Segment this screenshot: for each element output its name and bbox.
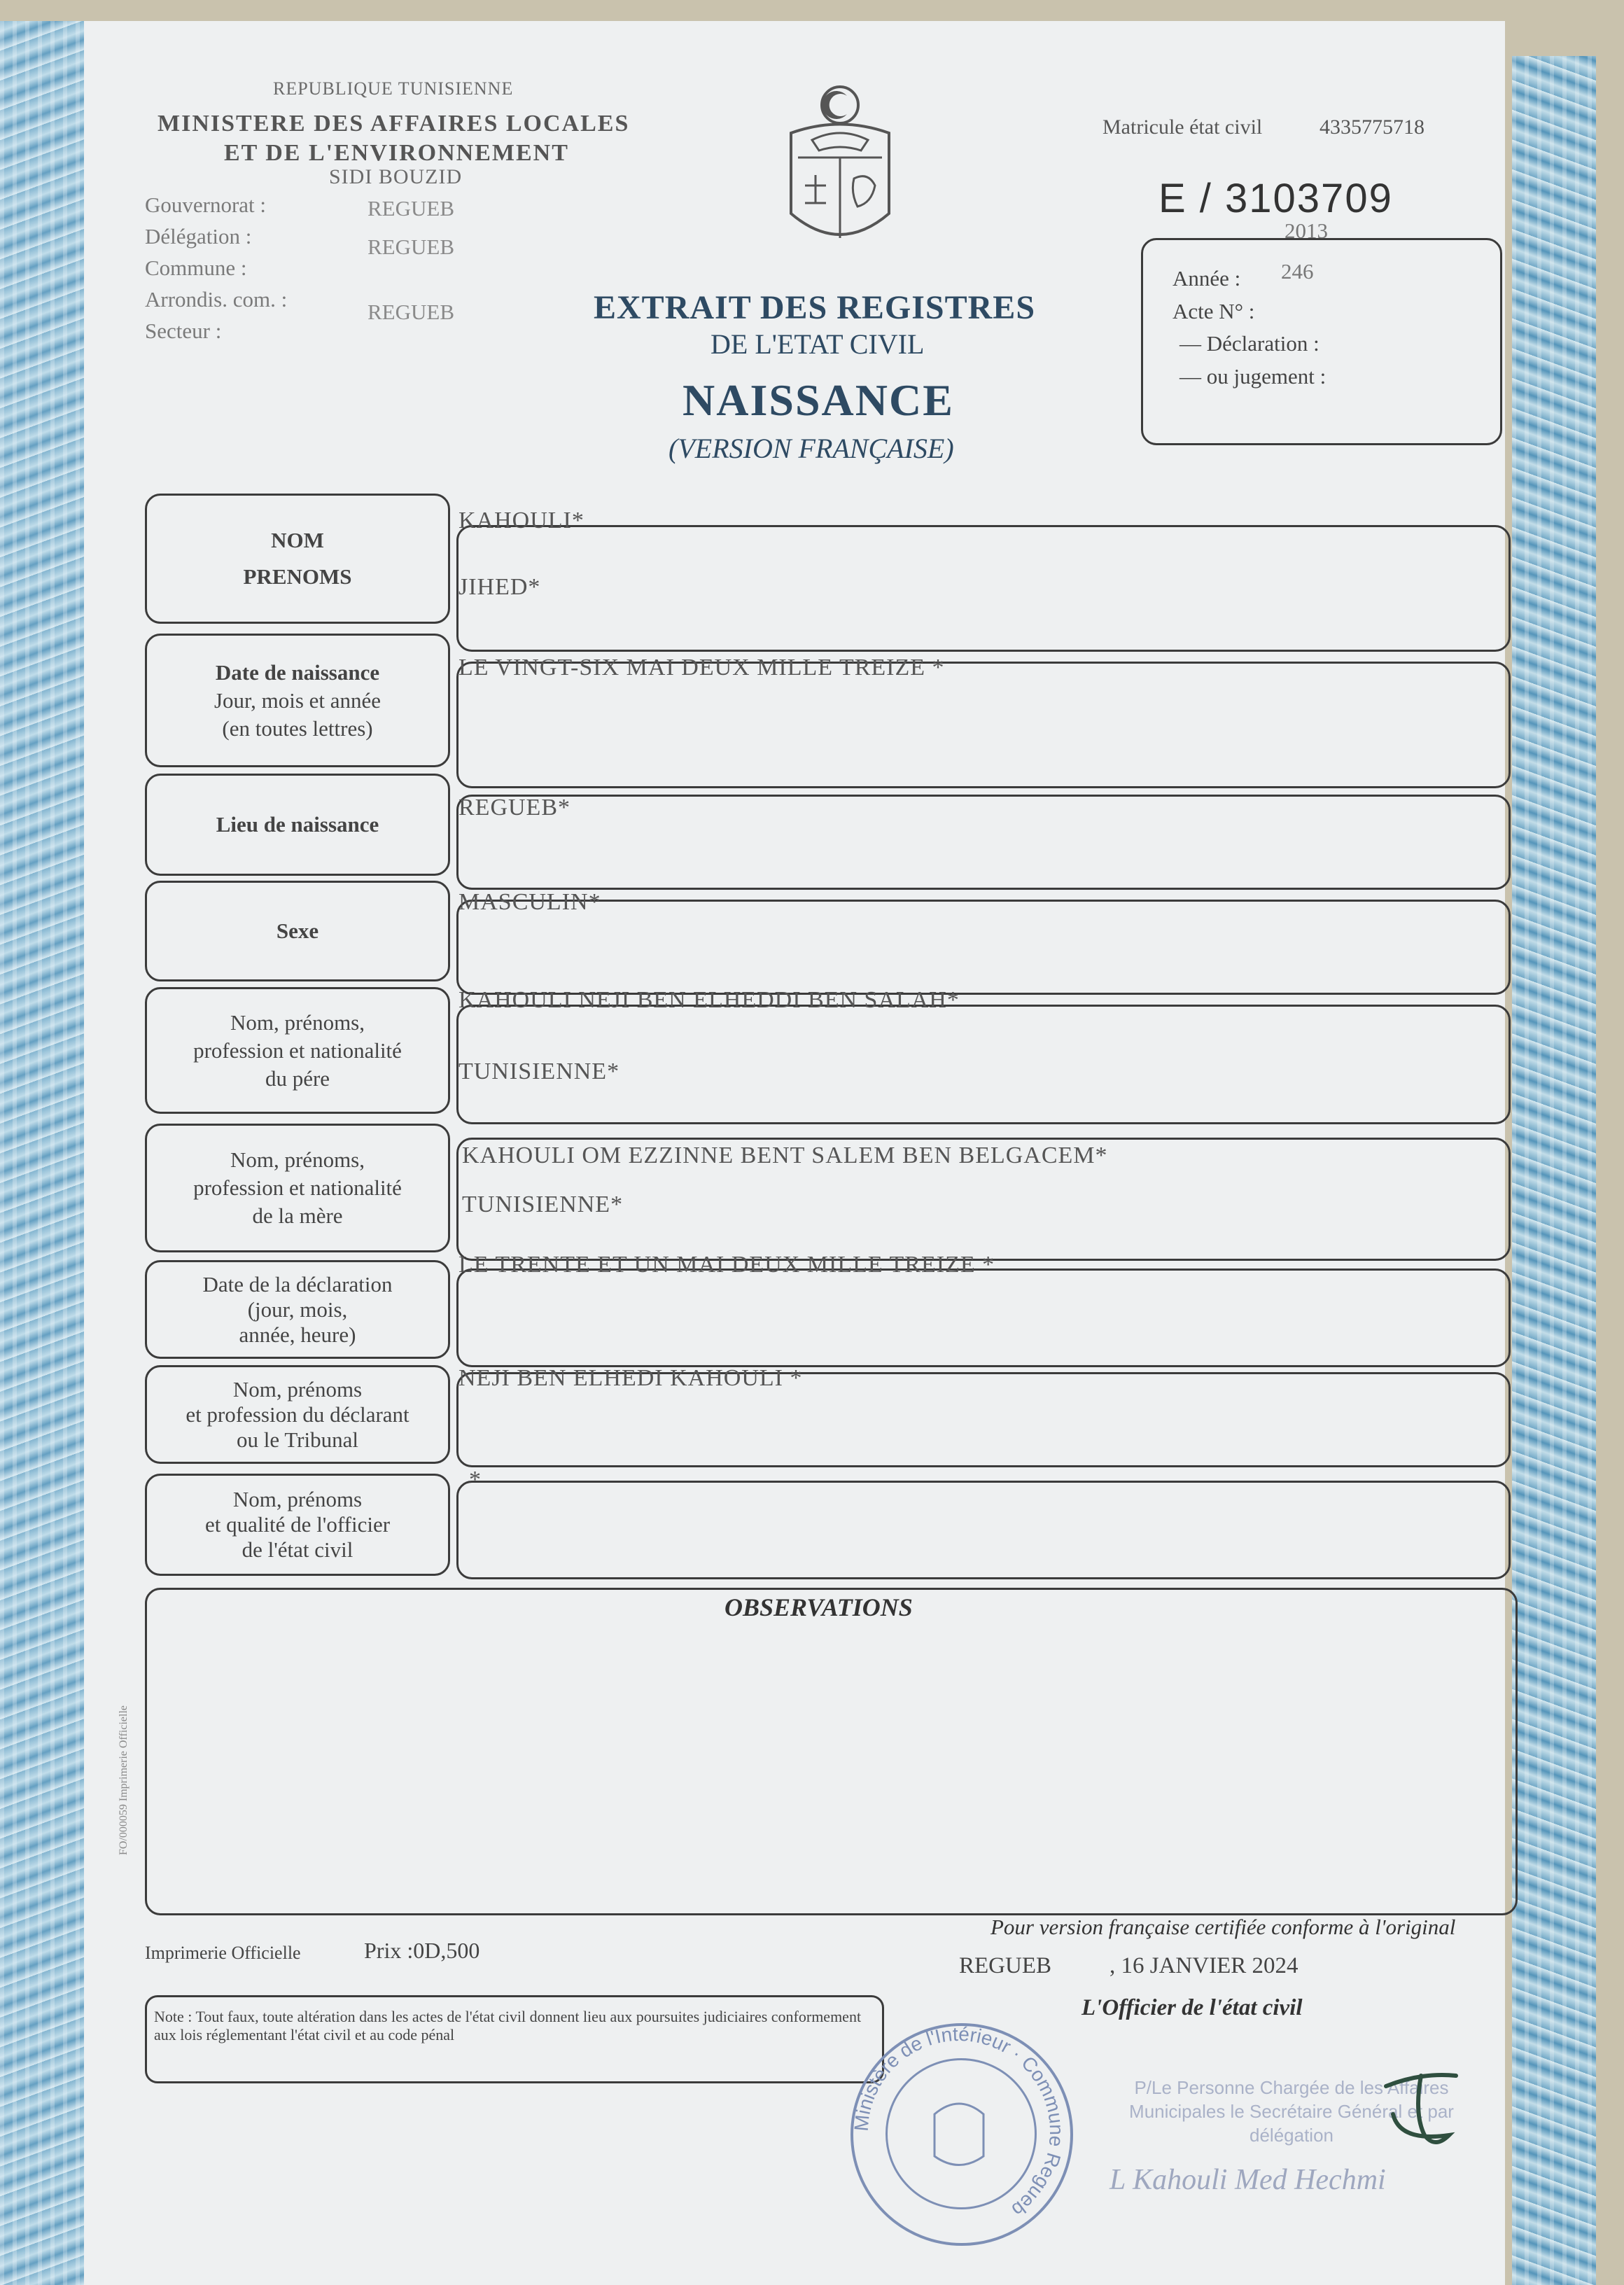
matricule-value: 4335775718 bbox=[1320, 116, 1424, 139]
secteur-label: Secteur : bbox=[145, 319, 222, 343]
delegation-label: Délégation : bbox=[145, 224, 252, 249]
date-naissance-label: Date de naissance Jour, mois et année (en toutes lettres) bbox=[214, 659, 382, 741]
sexe-label: Sexe bbox=[276, 918, 319, 943]
mere-label: Nom, prénoms, profession et nationalité de la mère bbox=[193, 1147, 402, 1228]
mere-nationalite-value: TUNISIENNE* bbox=[462, 1192, 624, 1217]
annee-label: Année : bbox=[1172, 266, 1241, 291]
side-print-text: FO/000059 Imprimerie Officielle bbox=[118, 1705, 130, 1855]
declarant-label: Nom, prénoms et profession du déclarant ou le Tribunal bbox=[186, 1376, 410, 1452]
svg-text:Ministère de l'Intérieur · Com: Ministère de l'Intérieur · Commune Regueb bbox=[850, 2023, 1068, 2221]
delegation-value: REGUEB bbox=[368, 235, 454, 259]
title-etat-civil: DE L'ETAT CIVIL bbox=[710, 328, 925, 360]
nom-value: KAHOULI* bbox=[458, 508, 584, 533]
declaration-label: — Déclaration : bbox=[1180, 331, 1320, 356]
signature-caption: P/Le Personne Chargée de les Affaires Municipales le Secrétaire Général et par délégation bbox=[1129, 2077, 1454, 2146]
officier-signature-label: L'Officier de l'état civil bbox=[1082, 1995, 1303, 2020]
imprimerie-label: Imprimerie Officielle bbox=[145, 1943, 301, 1963]
prix-label: Prix :0D,500 bbox=[364, 1938, 480, 1963]
region-label: SIDI BOUZID bbox=[329, 165, 463, 188]
pere-name-value: KAHOULI NEJI BEN ELHEDDI BEN SALAH* bbox=[458, 987, 960, 1013]
nom-value-box bbox=[456, 525, 1511, 652]
republic-label: REPUBLIQUE TUNISIENNE bbox=[273, 78, 514, 99]
certifiee-text: Pour version française certifiée conforme à l'original bbox=[990, 1915, 1456, 1939]
jugement-label: — ou jugement : bbox=[1180, 364, 1326, 389]
gouvernorat-value: REGUEB bbox=[368, 196, 454, 221]
mere-name-value: KAHOULI OM EZZINNE BENT SALEM BEN BELGACEM* bbox=[462, 1142, 1108, 1168]
nom-label: NOM PRENOMS bbox=[243, 528, 352, 589]
footer-lieu: REGUEB bbox=[959, 1953, 1051, 1978]
reference-number: E / 3103709 bbox=[1158, 176, 1393, 221]
stamp-emblem-icon bbox=[850, 2023, 1068, 2240]
acte-value: 246 bbox=[1281, 259, 1314, 284]
pere-nationalite-value: TUNISIENNE* bbox=[458, 1058, 620, 1084]
pere-label: Nom, prénoms, profession et nationalité du pére bbox=[193, 1009, 402, 1091]
commune-label: Commune : bbox=[145, 256, 247, 280]
date-naissance-value: LE VINGT-SIX MAI DEUX MILLE TREIZE * bbox=[458, 655, 945, 680]
declaration-value: LE TRENTE ET UN MAI DEUX MILLE TREIZE * bbox=[458, 1252, 995, 1278]
decorative-border-right bbox=[1512, 56, 1596, 2285]
acte-label: Acte N° : bbox=[1172, 299, 1255, 323]
officier-label: Nom, prénoms et qualité de l'officier de l'état civil bbox=[204, 1487, 391, 1562]
officier-value-box bbox=[456, 1481, 1511, 1579]
sexe-value: MASCULIN* bbox=[458, 889, 601, 915]
title-registres: EXTRAIT DES REGISTRES bbox=[594, 289, 1036, 326]
observations-title: OBSERVATIONS bbox=[724, 1593, 913, 1621]
lieu-value: REGUEB* bbox=[458, 795, 570, 820]
signature-icon bbox=[1372, 2058, 1477, 2163]
lieu-label: Lieu de naissance bbox=[216, 812, 379, 837]
gouvernorat-label: Gouvernorat : bbox=[145, 193, 267, 217]
sexe-value-box bbox=[456, 900, 1511, 995]
declaration-row-label: Date de la déclaration (jour, mois, année, heure) bbox=[202, 1271, 393, 1347]
declaration-value-box bbox=[456, 1269, 1511, 1367]
title-naissance: NAISSANCE bbox=[682, 375, 954, 425]
lieu-value-box bbox=[456, 795, 1511, 890]
signature-name: L Kahouli Med Hechmi bbox=[1110, 2164, 1386, 2196]
prenom-value: JIHED* bbox=[458, 574, 541, 600]
officier-value: * bbox=[469, 1467, 482, 1493]
coat-of-arms-icon bbox=[777, 81, 903, 270]
declarant-value: NEJI BEN ELHEDI KAHOULI * bbox=[458, 1365, 803, 1391]
ministry-line2: ET DE L'ENVIRONNEMENT bbox=[224, 140, 569, 166]
annee-value: 2013 bbox=[1284, 218, 1328, 243]
arrondissement-label: Arrondis. com. : bbox=[145, 287, 288, 312]
decorative-border-left bbox=[0, 21, 84, 2285]
footer-date: , 16 JANVIER 2024 bbox=[1110, 1953, 1298, 1978]
title-version: (VERSION FRANÇAISE) bbox=[668, 433, 954, 464]
arrondissement-value: REGUEB bbox=[368, 300, 454, 324]
observations-box bbox=[145, 1588, 1518, 1915]
matricule-label: Matricule état civil bbox=[1102, 116, 1263, 139]
ministry-line1: MINISTERE DES AFFAIRES LOCALES bbox=[158, 111, 630, 137]
note-text: Note : Tout faux, toute altération dans les actes de l'état civil donnent lieu aux poursuites judiciaires conformement aux lois réglementant l'état civil et au code pénal bbox=[154, 2008, 862, 2043]
